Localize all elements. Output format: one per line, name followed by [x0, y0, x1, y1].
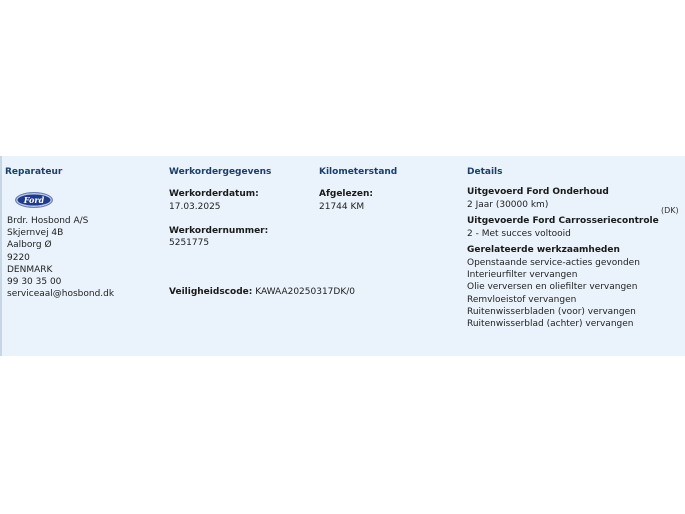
list-item: Openstaande service-acties gevonden — [467, 258, 640, 268]
list-item: Ruitenwisserblad (achter) vervangen — [467, 318, 634, 329]
security-code-value: KAWAA20250317DK/0 — [255, 287, 355, 297]
dealer-phone: 99 30 35 00 — [7, 276, 62, 287]
werkorder-date-label: Werkorderdatum: — [169, 189, 259, 199]
km-read-label: Afgelezen: — [319, 189, 373, 199]
service-record-panel — [0, 156, 685, 356]
list-item: Remvloeistof vervangen — [467, 294, 577, 305]
werkorder-header: Werkordergegevens — [169, 167, 272, 177]
security-code-label: Veiligheidscode: — [169, 287, 253, 297]
body-check-title: Uitgevoerde Ford Carrosseriecontrole — [467, 216, 659, 226]
werkorder-number-value: 5251775 — [169, 238, 210, 248]
maintenance-title: Uitgevoerd Ford Onderhoud — [467, 187, 609, 197]
reparateur-header: Reparateur — [5, 167, 63, 177]
dealer-email: serviceaal@hosbond.dk — [7, 289, 115, 300]
related-work-list — [467, 257, 640, 330]
dealer-postcode: 9220 — [7, 252, 30, 263]
security-code — [169, 287, 355, 297]
list-item: Ruitenwisserbladen (voor) vervangen — [467, 306, 636, 317]
list-item: Olie verversen en oliefilter vervangen — [467, 282, 638, 293]
werkorder-date-value: 17.03.2025 — [169, 202, 221, 212]
dealer-address — [7, 215, 114, 300]
dealer-city: Aalborg Ø — [7, 240, 52, 251]
werkorder-number-label: Werkordernummer: — [169, 226, 269, 236]
kilometerstand-header: Kilometerstand — [319, 167, 398, 177]
maintenance-interval: 2 Jaar (30000 km) — [467, 200, 549, 210]
dealer-country: DENMARK — [7, 264, 53, 275]
dealer-name: Brdr. Hosbond A/S — [7, 216, 89, 226]
km-read-value: 21744 KM — [319, 202, 365, 212]
svg-text:Ford: Ford — [23, 195, 45, 205]
list-item: Interieurfilter vervangen — [467, 270, 578, 281]
country-code-label: (DK) — [661, 206, 679, 215]
dealer-street: Skjernvej 4B — [7, 228, 64, 239]
body-check-result: 2 - Met succes voltooid — [467, 229, 571, 239]
details-header: Details — [467, 167, 503, 177]
related-work-title: Gerelateerde werkzaamheden — [467, 245, 620, 255]
ford-logo-icon — [15, 192, 53, 208]
